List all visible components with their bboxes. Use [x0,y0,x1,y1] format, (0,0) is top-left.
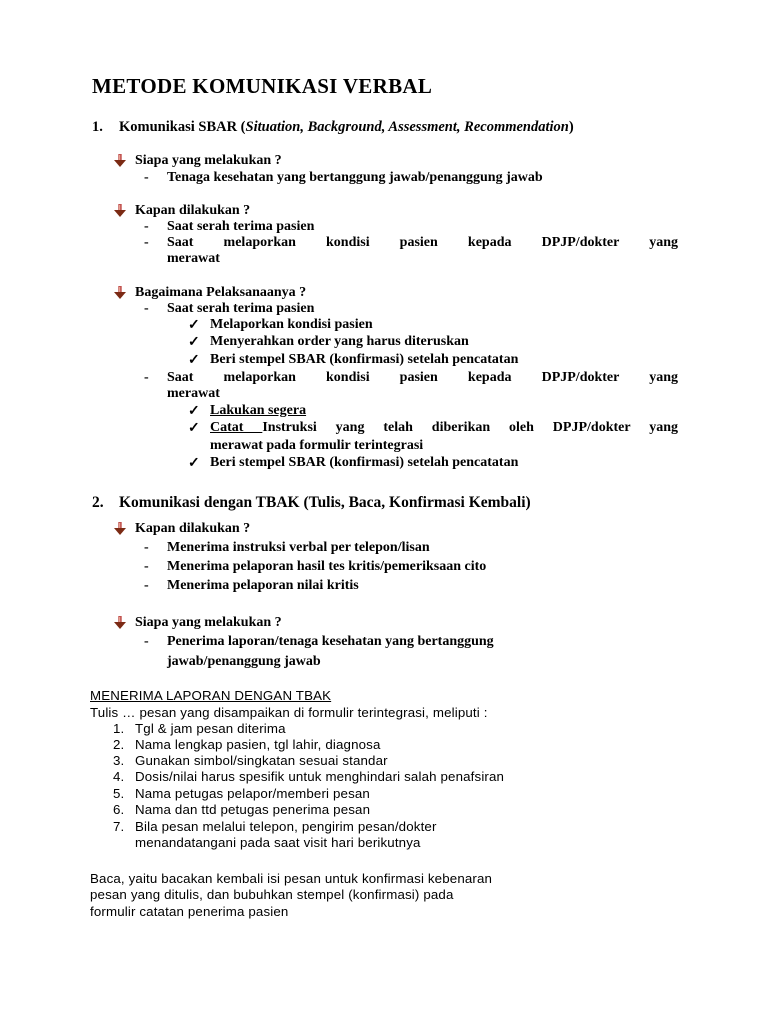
dash-bullet: - [144,235,149,250]
tbak-heading: MENERIMA LAPORAN DENGAN TBAK [90,688,332,703]
numbered-list-item [113,819,437,834]
baca-paragraph-line-3: formulir catatan penerima pasien [90,904,289,919]
section-2-label: Komunikasi dengan TBAK (Tulis, Baca, Konfirmasi Kembali) [119,494,531,511]
list-item [144,559,678,575]
question-label: Siapa yang melakukan ? [135,615,282,630]
question-label: Kapan dilakukan ? [135,521,251,536]
dash-bullet: - [144,301,149,316]
list-item-continuation: merawat [167,386,220,401]
page-title: METODE KOMUNIKASI VERBAL [92,74,433,98]
arrow-bullet-icon [114,616,126,630]
question-siapa-2 [114,615,282,631]
list-item-text: Nama dan ttd petugas penerima pesan [135,802,371,817]
section-2-heading [92,494,531,512]
dash-bullet: - [144,540,149,555]
arrow-bullet-icon [114,204,126,218]
list-item [144,170,678,186]
check-item-text: Beri stempel SBAR (konfirmasi) setelah pencatatan [210,455,519,470]
dash-bullet: - [144,170,149,185]
list-item [144,540,678,556]
question-kapan-2 [114,521,250,537]
section-1-label: Komunikasi SBAR ( [119,119,246,135]
list-item-text: Dosis/nilai harus spesifik untuk menghindari salah penafsiran [135,769,505,784]
check-icon: ✓ [188,335,200,350]
numbered-list-item [113,753,388,768]
list-item-text: Menerima pelaporan nilai kritis [167,578,359,593]
list-item [144,578,678,594]
section-1-number: 1. [92,119,103,135]
list-number: 5. [113,786,125,801]
question-siapa-1 [114,153,282,169]
list-item-text: Nama lengkap pasien, tgl lahir, diagnosa [135,737,381,752]
check-item-text: Melaporkan kondisi pasien [210,317,373,332]
check-icon: ✓ [188,421,200,436]
list-item-text: Tenaga kesehatan yang bertanggung jawab/penanggung jawab [167,170,543,185]
check-icon: ✓ [188,456,200,471]
dash-bullet: - [144,219,149,234]
list-number: 1. [113,721,125,736]
check-icon: ✓ [188,318,200,333]
check-item [188,455,678,472]
section-1-italic: Situation, Background, Assessment, Recommendation [245,119,569,135]
arrow-bullet-icon [114,286,126,300]
check-item-text: Menyerahkan order yang harus diteruskan [210,334,469,349]
check-item [188,317,678,334]
check-icon: ✓ [188,404,200,419]
check-item [188,403,678,420]
section-1-heading [92,119,574,136]
list-item-text: Gunakan simbol/singkatan sesuai standar [135,753,388,768]
list-number: 7. [113,819,125,834]
list-item-text: Nama petugas pelapor/memberi pesan [135,786,370,801]
arrow-bullet-icon [114,154,126,168]
numbered-list-item [113,769,504,784]
list-number: 6. [113,802,125,817]
list-item-text: Saat melaporkan kondisi pasien kepada DPJP/dokter yang [167,235,678,250]
check-item [188,420,678,437]
arrow-bullet-icon [114,522,126,536]
list-item [144,634,678,650]
check-icon: ✓ [188,353,200,368]
dash-bullet: - [144,578,149,593]
section-2-number: 2. [92,494,104,511]
numbered-list-item [113,721,286,736]
dash-bullet: - [144,370,149,385]
question-label: Bagaimana Pelaksanaanya ? [135,285,307,300]
list-item [144,370,678,386]
list-item-text: Menerima pelaporan hasil tes kritis/pemeriksaan cito [167,559,487,574]
numbered-list-item [113,786,370,801]
list-number: 3. [113,753,125,768]
check-item-continuation: merawat pada formulir terintegrasi [210,438,424,453]
list-number: 4. [113,769,125,784]
list-item-continuation: jawab/penanggung jawab [167,654,321,669]
tbak-intro: Tulis … pesan yang disampaikan di formulir terintegrasi, meliputi : [90,705,488,720]
check-item-underlined: Catat [210,420,263,435]
list-item-text: Tgl & jam pesan diterima [135,721,286,736]
list-item [144,235,678,251]
question-kapan-1 [114,203,250,219]
check-item-text: Beri stempel SBAR (konfirmasi) setelah pencatatan [210,352,519,367]
list-item-text: Bila pesan melalui telepon, pengirim pesan/dokter [135,819,437,834]
question-label: Kapan dilakukan ? [135,203,251,218]
check-item-text: Instruksi yang telah diberikan oleh DPJP/dokter yang [262,420,678,435]
baca-paragraph-line-2: pesan yang ditulis, dan bubuhkan stempel (konfirmasi) pada [90,887,454,902]
numbered-list-item [113,802,370,817]
check-item-text: Lakukan segera [210,403,307,418]
list-item-continuation: merawat [167,251,220,266]
list-item-text: Menerima instruksi verbal per telepon/lisan [167,540,430,555]
list-item [144,301,678,317]
numbered-list-item [113,737,381,752]
list-item-text: Saat serah terima pasien [167,301,315,316]
list-item [144,219,678,235]
section-1-close: ) [568,119,574,135]
dash-bullet: - [144,634,149,649]
question-bagaimana [114,285,306,301]
dash-bullet: - [144,559,149,574]
list-item-continuation: menandatangani pada saat visit hari berikutnya [135,835,421,850]
list-item-text: Saat melaporkan kondisi pasien kepada DPJP/dokter yang [167,370,678,385]
list-item-text: Saat serah terima pasien [167,219,315,234]
question-label: Siapa yang melakukan ? [135,153,282,168]
list-number: 2. [113,737,125,752]
check-item [188,352,678,369]
baca-paragraph-line-1: Baca, yaitu bacakan kembali isi pesan untuk konfirmasi kebenaran [90,871,493,886]
list-item-text: Penerima laporan/tenaga kesehatan yang bertanggung [167,634,494,649]
check-item [188,334,678,351]
